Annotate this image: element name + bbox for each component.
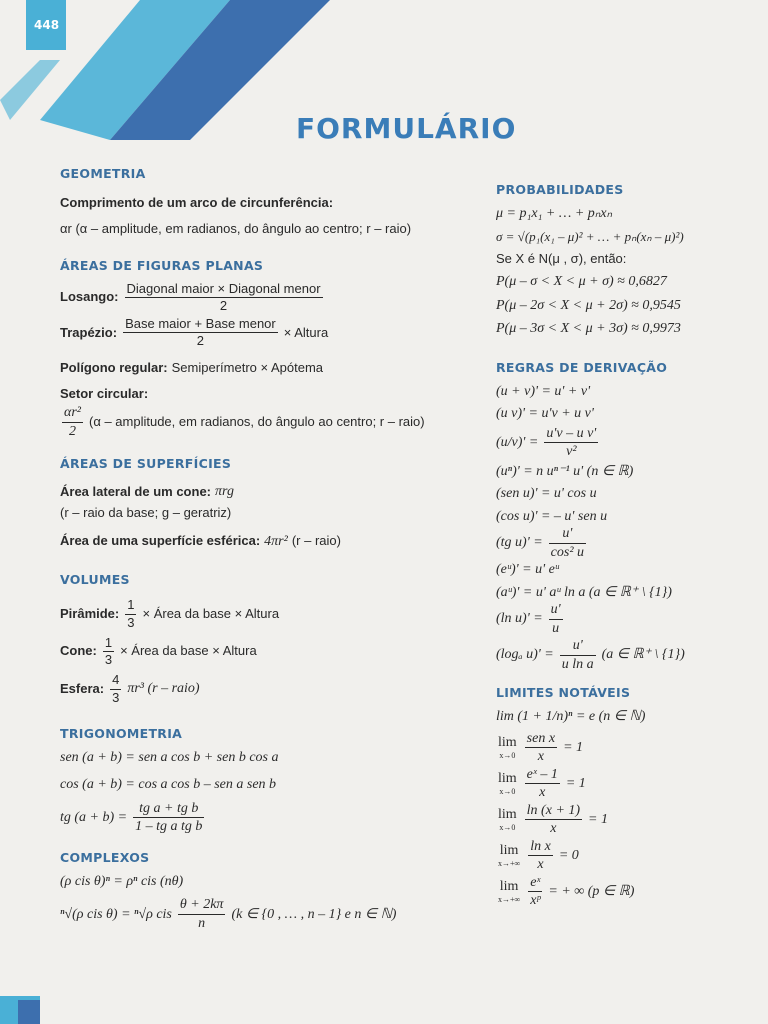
esfera-volume-den: 3: [112, 689, 120, 705]
lim-sub: x→0: [499, 787, 516, 797]
esfera-volume-fraction: [110, 672, 121, 706]
limit-l4-den: x: [550, 821, 557, 836]
trig-tg: [60, 800, 480, 836]
esfera-volume-num: 4: [110, 672, 121, 689]
losango-den: 2: [219, 297, 228, 313]
trapezio-tail: × Altura: [283, 324, 329, 340]
page-title: FORMULÁRIO: [296, 112, 517, 145]
prob-p2: P(μ – 2σ < X < μ + 2σ) ≈ 0,9545: [496, 297, 681, 313]
esfera-volume-label: Esfera:: [60, 680, 105, 696]
limit-l6-tail: = + ∞ (p ∈ ℝ): [548, 883, 635, 899]
cone-volume-text: × Área da base × Altura: [120, 643, 257, 659]
deriv-r4: (uⁿ)' = n uⁿ⁻¹ u' (n ∈ ℝ): [496, 463, 634, 479]
deriv-r11: [496, 637, 746, 673]
corner-decoration: [0, 996, 40, 1024]
poligono-label: Polígono regular:: [60, 359, 168, 375]
limit-l5-tail: = 0: [558, 847, 579, 863]
deriv-r7-den: cos² u: [550, 544, 585, 560]
deriv-r11-num: u': [560, 637, 596, 656]
cone-volume-num: 1: [103, 635, 114, 652]
heading-probabilidades: PROBABILIDADES: [496, 182, 624, 197]
setor-formula: [60, 404, 480, 440]
trapezio-label: Trapézio:: [60, 324, 118, 340]
poligono-text: Semiperímetro × Apótema: [171, 359, 324, 375]
losango-label: Losango:: [60, 289, 119, 305]
deriv-r3: [496, 425, 746, 461]
piramide-text: × Área da base × Altura: [142, 605, 280, 621]
piramide-label: Pirâmide:: [60, 605, 120, 621]
piramide-den: 3: [127, 614, 135, 630]
limit-l4-lim: [498, 806, 517, 834]
deriv-r11-fraction: [560, 637, 596, 673]
lim-sub: x→0: [499, 751, 516, 761]
deriv-r7-lhs: (tg u)' =: [496, 535, 543, 551]
complex-root: [60, 896, 480, 932]
limit-l3-tail: = 1: [565, 775, 586, 791]
deriv-r10-fraction: [549, 601, 563, 637]
cone-area-formula: [60, 483, 480, 501]
limit-l5: [496, 838, 746, 874]
setor-label: Setor circular:: [60, 385, 149, 401]
deriv-r5: (sen u)' = u' cos u: [496, 486, 597, 501]
cone-area-note: (r – raio da base; g – geratriz): [60, 504, 232, 520]
setor-fraction: [62, 404, 83, 440]
limit-l6-num: eˣ: [528, 874, 542, 893]
deriv-r8: (eᵘ)' = u' eᵘ: [496, 562, 559, 577]
heading-derivacao: REGRAS DE DERIVAÇÃO: [496, 359, 668, 375]
esfera-volume-formula: [60, 672, 480, 706]
limit-l5-lim: [498, 842, 520, 870]
deriv-r10-num: u': [549, 601, 563, 620]
deriv-r10-lhs: (ln u)' =: [496, 611, 543, 627]
esfera-volume-text: πr³ (r – raio): [127, 681, 200, 697]
lim-word: lim: [499, 878, 519, 894]
deriv-r3-num: u'v – u v': [544, 425, 598, 444]
complex-root-tail: (k ∈ {0 , … , n – 1} e n ∈ ℕ): [231, 906, 397, 922]
limit-l6-lim: [498, 878, 520, 906]
cone-volume-formula: [60, 635, 480, 669]
heading-complexos: COMPLEXOS: [60, 849, 150, 865]
complex-root-num: θ + 2kπ: [178, 896, 226, 915]
deriv-r9: (aᵘ)' = u' aᵘ ln a (a ∈ ℝ⁺ \ {1}): [496, 584, 672, 600]
limit-l3-den: x: [539, 785, 546, 800]
losango-fraction: [125, 281, 323, 315]
heading-volumes: VOLUMES: [60, 572, 130, 588]
heading-areas-planas: ÁREAS DE FIGURAS PLANAS: [60, 257, 264, 273]
limit-l6-fraction: [528, 874, 542, 910]
deriv-r1: (u + v)' = u' + v': [496, 383, 591, 399]
limit-l4-fraction: [525, 802, 582, 838]
deriv-r7-num: u': [549, 525, 586, 544]
cone-volume-den: 3: [104, 652, 113, 667]
piramide-fraction: [125, 597, 136, 631]
page-number: 448: [34, 18, 60, 32]
limit-l1: lim (1 + 1/n)ⁿ = e (n ∈ ℕ): [496, 709, 646, 724]
setor-text: (α – amplitude, em radianos, do ângulo ao centro; r – raio): [89, 413, 425, 429]
prob-mu: μ = p₁x₁ + … + pₙxₙ: [496, 206, 613, 221]
trapezio-num: Base maior + Base menor: [123, 316, 278, 333]
trig-tg-num: tg a + tg b: [133, 800, 204, 819]
limit-l3-num: eˣ – 1: [525, 766, 560, 785]
trig-tg-fraction: [133, 800, 204, 836]
limit-l4-tail: = 1: [588, 811, 608, 827]
trapezio-fraction: [123, 316, 278, 350]
limit-l5-fraction: [528, 838, 553, 874]
limit-l6-den: xᵖ: [530, 893, 541, 908]
cone-area-label: Área lateral de um cone:: [60, 483, 211, 499]
cone-area-expr: πrg: [215, 484, 234, 499]
limit-l2-num: sen x: [525, 730, 557, 749]
deriv-r7-fraction: [549, 525, 586, 561]
piramide-num: 1: [125, 597, 136, 614]
limit-l5-num: ln x: [528, 838, 553, 857]
deriv-r11-tail: (a ∈ ℝ⁺ \ {1}): [601, 647, 685, 663]
prob-se: Se X é N(μ , σ), então:: [496, 250, 627, 266]
deriv-r11-lhs: (logₐ u)' =: [496, 647, 554, 663]
lim-word: lim: [499, 842, 519, 858]
trapezio-den: 2: [196, 333, 205, 349]
lim-word: lim: [498, 806, 517, 822]
complex-root-den: n: [198, 915, 206, 931]
deriv-r10-den: u: [552, 620, 560, 636]
lim-sub: x→+∞: [498, 895, 521, 905]
deriv-r10: [496, 601, 746, 637]
cone-volume-fraction: [103, 635, 114, 669]
heading-limites: LIMITES NOTÁVEIS: [496, 685, 631, 700]
arc-formula: αr (α – amplitude, em radianos, do ângulo ao centro; r – raio): [60, 221, 412, 237]
esfera-area-note: (r – raio): [291, 533, 341, 549]
deriv-r11-den: u ln a: [561, 656, 594, 672]
losango-formula: [60, 281, 480, 315]
trapezio-formula: [60, 316, 480, 350]
arc-title: Comprimento de um arco de circunferência:: [60, 195, 334, 210]
complex-power: (ρ cis θ)ⁿ = ρⁿ cis (nθ): [60, 873, 184, 889]
trig-tg-den: 1 – tg a tg b: [135, 819, 203, 835]
trig-cos: cos (a + b) = cos a cos b – sen a sen b: [60, 777, 277, 793]
limit-l6: [496, 874, 746, 910]
complex-root-fraction: [178, 896, 226, 932]
limit-l3-fraction: [525, 766, 560, 802]
deriv-r6: (cos u)' = – u' sen u: [496, 508, 608, 524]
esfera-area-label: Área de uma superfície esférica:: [60, 533, 261, 549]
prob-p1: P(μ – σ < X < μ + σ) ≈ 0,6827: [496, 274, 667, 289]
limit-l4-num: ln (x + 1): [525, 802, 582, 821]
deriv-r7: [496, 525, 746, 561]
deriv-r3-lhs: (u/v)' =: [496, 434, 539, 450]
left-column: [60, 166, 480, 932]
deriv-r3-fraction: [544, 425, 598, 461]
limit-l4: [496, 802, 746, 838]
lim-word: lim: [498, 734, 517, 750]
deriv-r2: (u v)' = u'v + u v': [496, 406, 594, 421]
right-column: [496, 182, 746, 910]
heading-geometria: GEOMETRIA: [60, 166, 146, 181]
limit-l2-tail: = 1: [563, 739, 584, 755]
piramide-formula: [60, 597, 480, 631]
cone-volume-label: Cone:: [60, 643, 97, 659]
setor-den: 2: [69, 423, 76, 439]
limit-l2-den: x: [537, 749, 544, 764]
heading-trigonometria: TRIGONOMETRIA: [60, 725, 183, 741]
limit-l5-den: x: [537, 857, 544, 872]
limit-l2-fraction: [525, 730, 557, 766]
deriv-r3-den: v²: [566, 444, 577, 459]
setor-num: αr²: [62, 404, 83, 423]
lim-word: lim: [498, 770, 517, 786]
trig-sen: sen (a + b) = sen a cos b + sen b cos a: [60, 749, 279, 765]
lim-sub: x→+∞: [498, 859, 521, 869]
limit-l2: [496, 730, 746, 766]
losango-num: Diagonal maior × Diagonal menor: [125, 281, 323, 298]
prob-sigma: σ = √(p₁(x₁ – μ)² + … + pₙ(xₙ – μ)²): [496, 228, 684, 244]
esfera-area-formula: [60, 533, 480, 551]
limit-l3-lim: [498, 770, 517, 798]
lim-sub: x→0: [499, 823, 516, 833]
esfera-area-expr: 4πr²: [264, 533, 288, 549]
limit-l3: [496, 766, 746, 802]
trig-tg-lhs: tg (a + b) =: [60, 810, 128, 825]
poligono-formula: [60, 360, 480, 376]
limit-l2-lim: [498, 734, 517, 762]
prob-p3: P(μ – 3σ < X < μ + 3σ) ≈ 0,9973: [496, 321, 681, 336]
heading-areas-superficies: ÁREAS DE SUPERFÍCIES: [60, 456, 232, 471]
complex-root-lhs: ⁿ√(ρ cis θ) = ⁿ√ρ cis: [60, 906, 172, 922]
